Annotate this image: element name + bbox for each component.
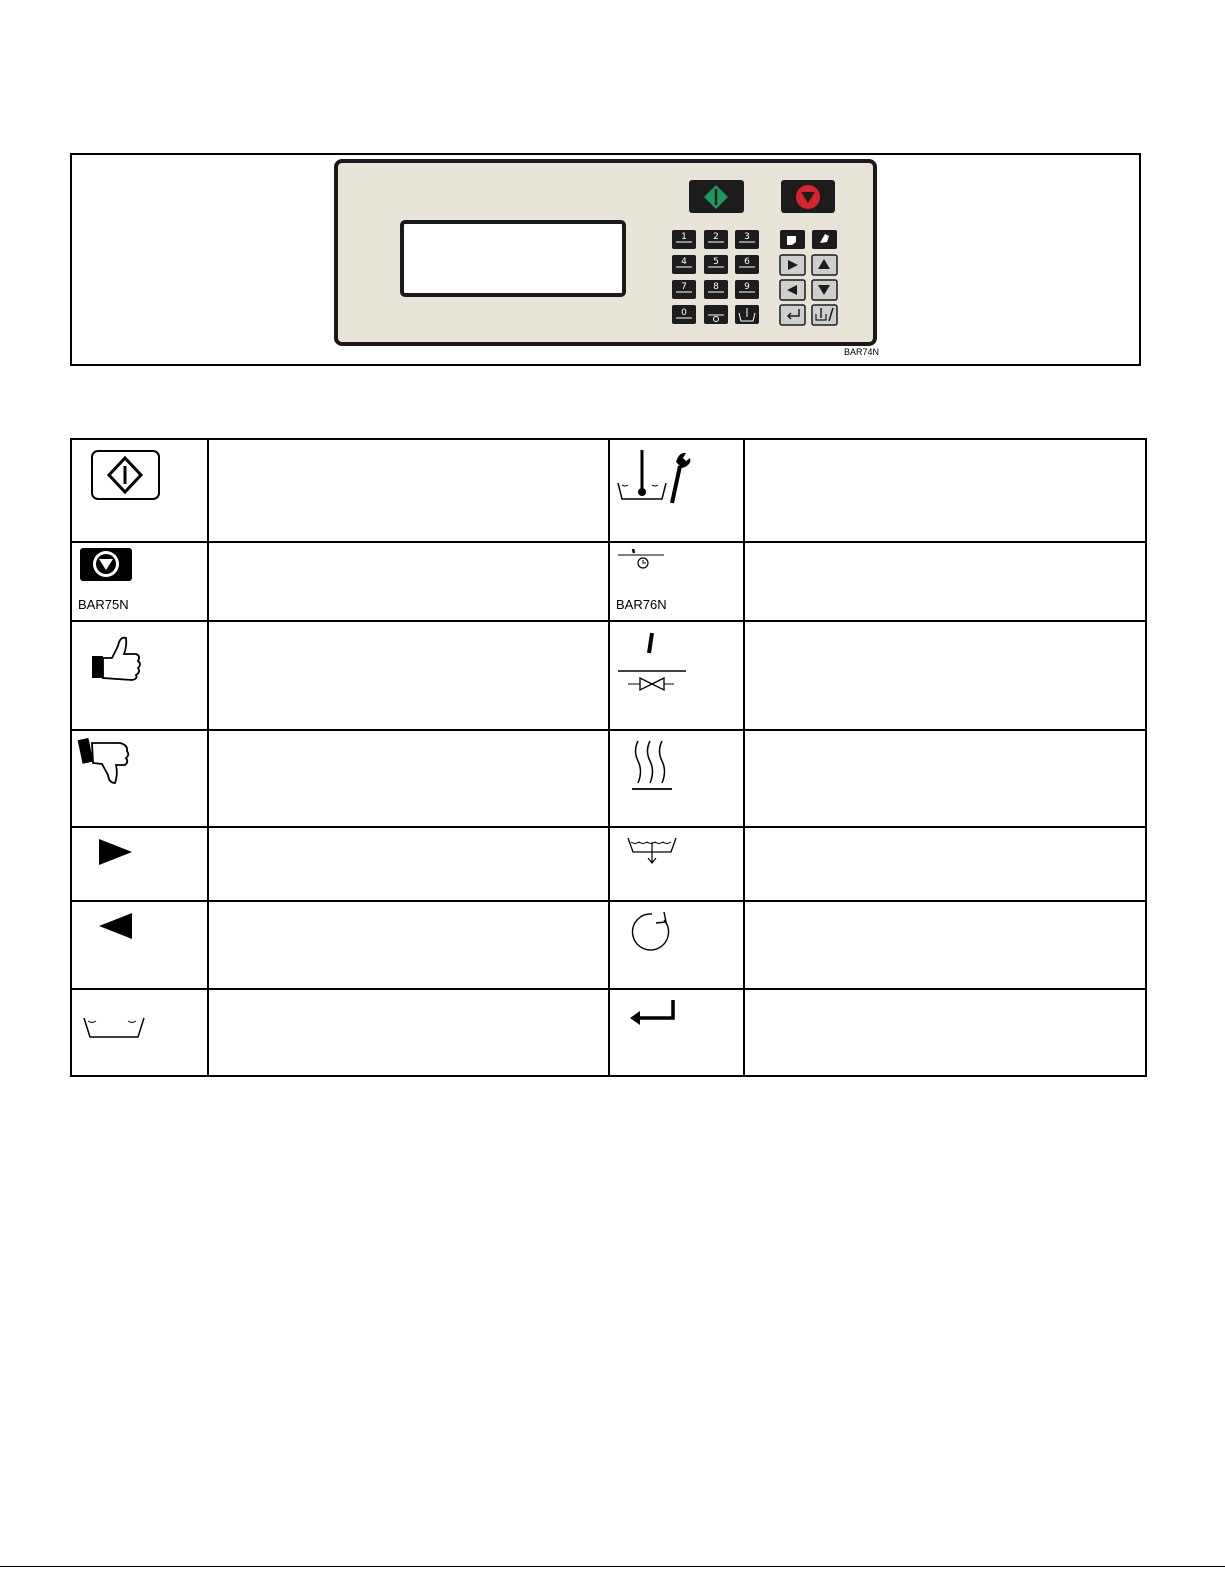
drain-icon — [610, 828, 743, 895]
table-row — [71, 989, 1146, 1076]
arrow-right-icon — [72, 828, 207, 895]
start-icon — [72, 440, 207, 536]
panel-reference-code: BAR74N — [844, 347, 880, 357]
tub-icon — [72, 990, 207, 1070]
valve-icon — [610, 622, 743, 724]
legend-description-cell — [744, 542, 1146, 621]
legend-icon-cell — [609, 989, 744, 1076]
keypad-key-3: 3 — [744, 232, 750, 242]
keypad-key-1: 1 — [681, 232, 687, 242]
legend-description-cell — [208, 542, 609, 621]
table-row — [71, 621, 1146, 730]
page-bottom-rule — [0, 1566, 1225, 1567]
legend-description-cell — [208, 730, 609, 827]
panel-thumbs-up-key — [780, 230, 805, 249]
keypad-key-time — [704, 305, 728, 324]
keypad-key-7: 7 — [681, 282, 687, 292]
legend-icon-cell — [609, 542, 744, 621]
legend-description-cell — [744, 989, 1146, 1076]
legend-description-cell — [208, 989, 609, 1076]
keypad-key-4: 4 — [681, 257, 687, 267]
panel-start-key — [689, 180, 744, 213]
legend-icon-cell — [71, 730, 208, 827]
legend-description-cell — [744, 901, 1146, 989]
thumbs-down-icon — [72, 731, 207, 821]
legend-icon-cell — [71, 439, 208, 542]
panel-enter-key — [780, 305, 805, 325]
key-legend-table — [70, 438, 1147, 1077]
legend-description-cell — [208, 621, 609, 730]
panel-thumbs-down-key — [812, 230, 837, 249]
keypad-key-fill — [735, 305, 759, 324]
stop-icon-reference: BAR75N — [78, 597, 129, 612]
enter-icon — [610, 990, 743, 1070]
panel-service-key — [812, 305, 837, 325]
arrow-left-icon — [72, 902, 207, 983]
legend-description-cell — [208, 901, 609, 989]
legend-icon-cell — [609, 621, 744, 730]
table-row — [71, 827, 1146, 901]
keypad-key-8: 8 — [713, 282, 719, 292]
keypad-key-5: 5 — [713, 257, 719, 267]
table-row — [71, 730, 1146, 827]
keypad-key-6: 6 — [744, 257, 750, 267]
panel-stop-key — [781, 180, 835, 213]
heat-icon — [610, 731, 743, 821]
panel-right-key — [780, 255, 805, 275]
legend-icon-cell — [71, 542, 208, 621]
legend-description-cell — [208, 827, 609, 901]
rotate-icon — [610, 902, 743, 983]
panel-left-key — [780, 280, 805, 300]
legend-description-cell — [744, 730, 1146, 827]
legend-icon-cell — [609, 439, 744, 542]
legend-icon-cell — [71, 621, 208, 730]
time-icon-reference: BAR76N — [616, 597, 667, 612]
keypad-key-2: 2 — [713, 232, 719, 242]
temperature-service-icon — [610, 440, 743, 536]
legend-icon-cell — [609, 901, 744, 989]
legend-icon-cell — [609, 730, 744, 827]
table-row — [71, 901, 1146, 989]
legend-icon-cell — [71, 989, 208, 1076]
display-window — [402, 222, 624, 295]
panel-down-key — [812, 280, 837, 300]
legend-icon-cell — [71, 901, 208, 989]
legend-icon-cell — [71, 827, 208, 901]
legend-description-cell — [744, 621, 1146, 730]
legend-description-cell — [744, 439, 1146, 542]
keypad-key-9: 9 — [744, 282, 750, 292]
legend-description-cell — [208, 439, 609, 542]
legend-description-cell — [744, 827, 1146, 901]
thumbs-up-icon — [72, 622, 207, 724]
panel-up-key — [812, 255, 837, 275]
table-row — [71, 439, 1146, 542]
table-row — [71, 542, 1146, 621]
keypad-key-0: 0 — [681, 308, 687, 318]
control-panel-illustration — [334, 158, 878, 348]
legend-icon-cell — [609, 827, 744, 901]
